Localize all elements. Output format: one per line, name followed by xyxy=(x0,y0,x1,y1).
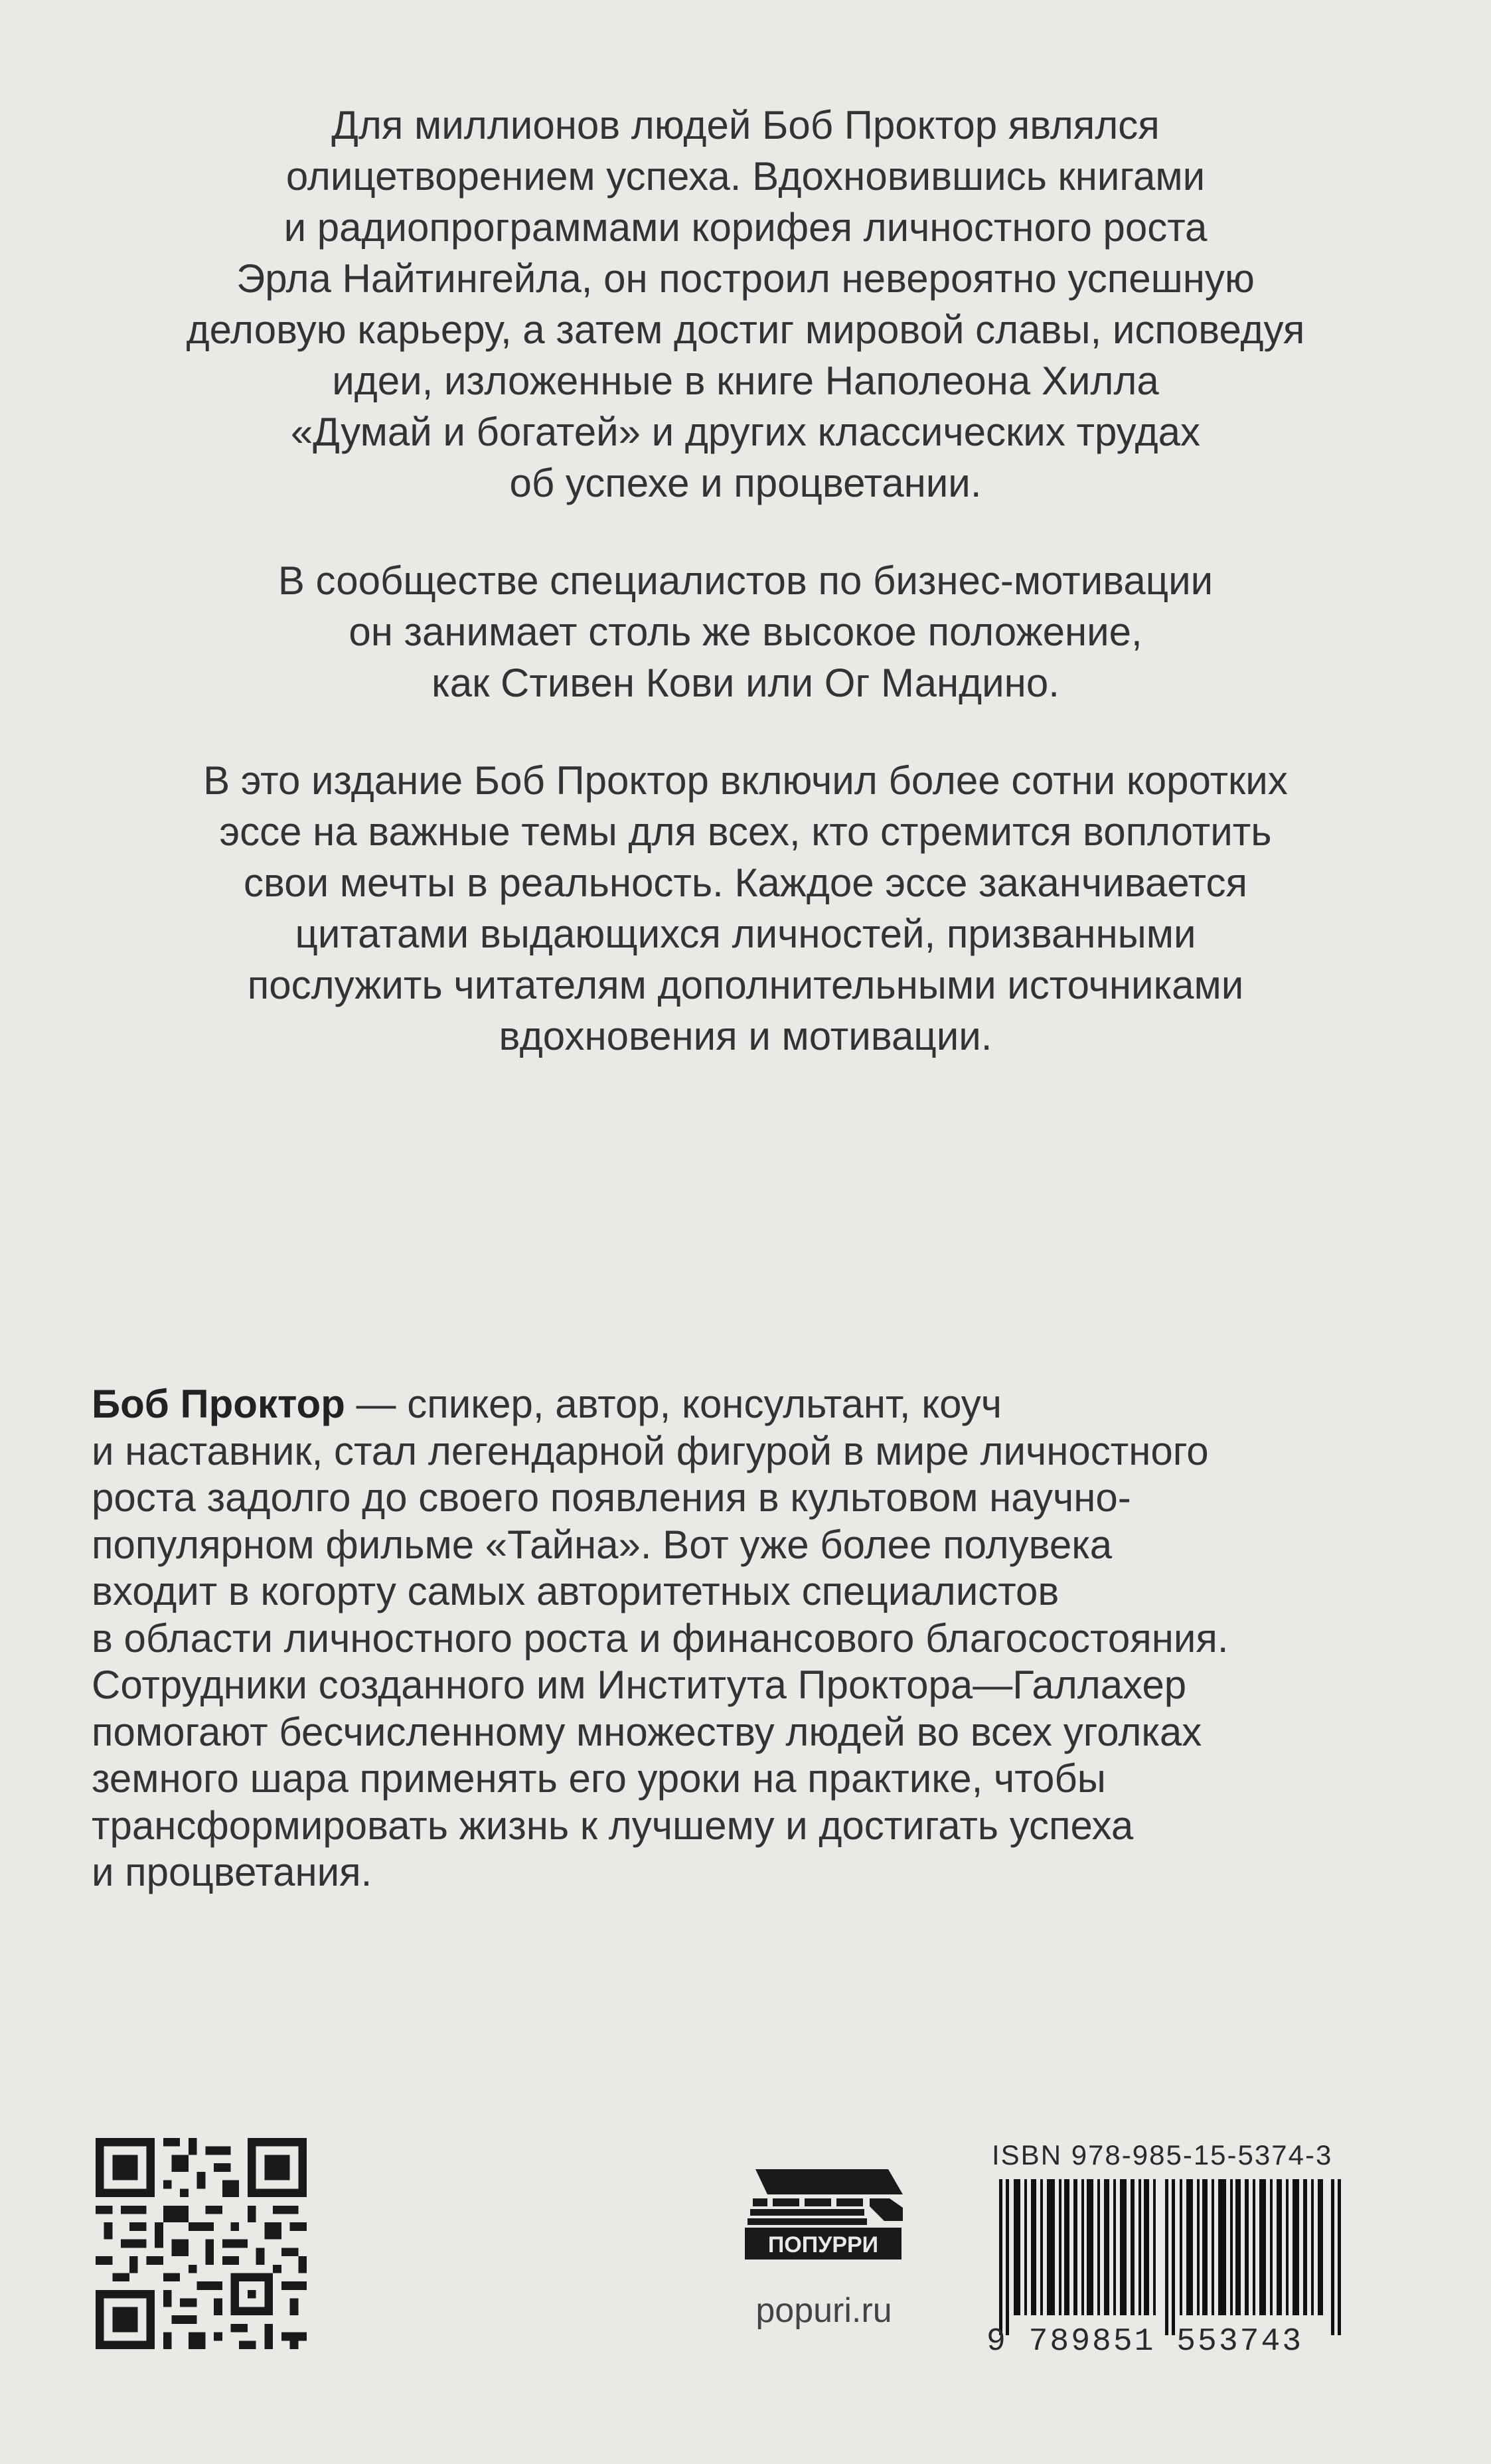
blurb-line: Для миллионов людей Боб Проктор являлся xyxy=(331,103,1160,147)
bio-first-line xyxy=(92,1381,1419,1428)
blurb-line: «Думай и богатей» и других классических трудах xyxy=(290,410,1201,454)
qr-code-icon[interactable] xyxy=(96,2138,307,2349)
blurb-line: В это издание Боб Проктор включил более сотни коротких xyxy=(203,758,1288,803)
bio-line: земного шара применять его уроки на практике, чтобы xyxy=(92,1756,1106,1801)
blurb-line: Эрла Найтингейла, он построил невероятно успешную xyxy=(236,256,1255,301)
blurb-line: В сообществе специалистов по бизнес-мотивации xyxy=(277,558,1214,603)
blurb-line: свои мечты в реальность. Каждое эссе заканчивается xyxy=(244,861,1247,905)
blurb-paragraph-2 xyxy=(66,555,1425,708)
bio-line: Сотрудники созданного им Института Проктора—Галлахер xyxy=(92,1663,1187,1707)
stacked-books-logo-icon xyxy=(737,2161,909,2274)
blurb-line: цитатами выдающихся личностей, призванными xyxy=(295,912,1196,956)
blurb-paragraph-1 xyxy=(66,100,1425,509)
bio-line: и процветания. xyxy=(92,1850,372,1894)
blurb-line: и радиопрограммами корифея личностного роста xyxy=(283,205,1208,250)
barcode-icon xyxy=(999,2179,1344,2335)
blurb-line: олицетворением успеха. Вдохновившись книгами xyxy=(285,154,1206,199)
blurb-line: эссе на важные темы для всех, кто стремится воплотить xyxy=(219,809,1272,854)
bio-line: и наставник, стал легендарной фигурой в мире личностного xyxy=(92,1428,1209,1473)
blurb-line: об успехе и процветании. xyxy=(509,461,982,505)
blurb-line: идеи, изложенные в книге Наполеона Хилла xyxy=(332,359,1159,403)
blurb-line: он занимает столь же высокое положение, xyxy=(349,610,1142,654)
publisher-logo-text: ПОПУРРИ xyxy=(767,2232,879,2258)
bio-line: помогают бесчисленному множеству людей во всех уголках xyxy=(92,1709,1202,1754)
blurb-line: послужить читателям дополнительными источниками xyxy=(247,963,1244,1007)
publisher-website[interactable]: popuri.ru xyxy=(755,2291,892,2330)
blurb-line: вдохновения и мотивации. xyxy=(499,1014,992,1058)
blurb-line: деловую карьеру, а затем достиг мировой славы, исповедуя xyxy=(186,307,1305,352)
barcode-digits: 9 789851 553743 xyxy=(986,2324,1304,2360)
blurb-line: как Стивен Кови или Ог Мандино. xyxy=(432,661,1059,705)
author-bio xyxy=(92,1381,1419,1896)
bio-line: входит в когорту самых авторитетных специалистов xyxy=(92,1569,1059,1613)
bio-line: в области личностного роста и финансового благосостояния. xyxy=(92,1615,1229,1661)
isbn-label: ISBN 978-985-15-5374-3 xyxy=(992,2139,1333,2171)
bio-line: трансформировать жизнь к лучшему и достигать успеха xyxy=(92,1803,1134,1848)
bio-first-line-text: — спикер, автор, консультант, коуч xyxy=(345,1382,1002,1426)
cover-blurb xyxy=(66,100,1425,1108)
bio-line: популярном фильме «Тайна». Вот уже более полувека xyxy=(92,1522,1113,1567)
blurb-paragraph-3 xyxy=(66,755,1425,1062)
bio-line: роста задолго до своего появления в культовом научно- xyxy=(92,1475,1131,1520)
author-name: Боб Проктор xyxy=(92,1382,345,1426)
